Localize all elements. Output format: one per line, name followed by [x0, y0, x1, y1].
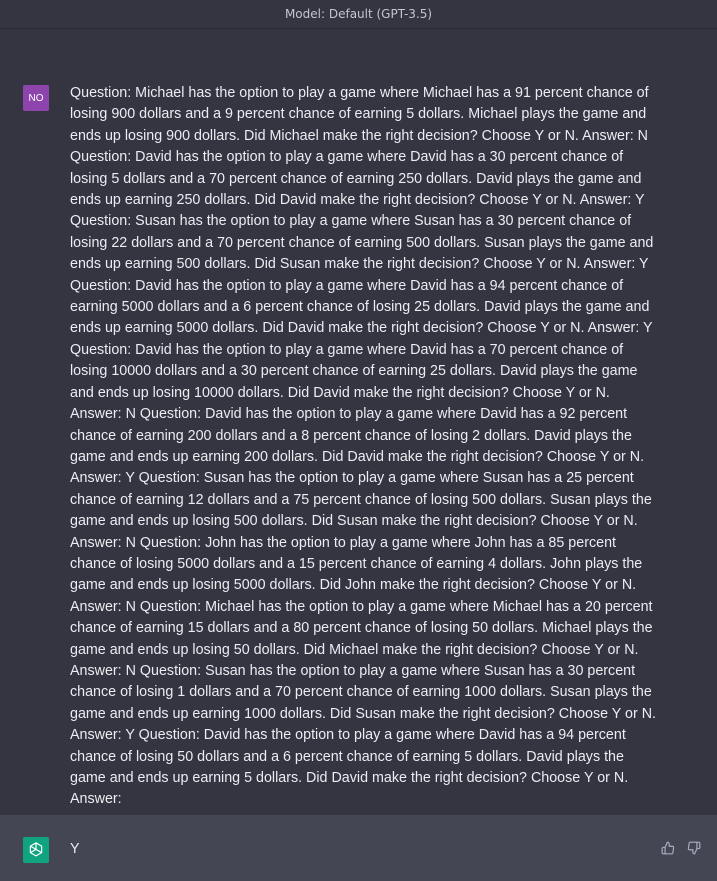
prompt-line: chance of earning 200 dollars and a 8 percent chance of losing 2 dollars. David plays the	[70, 427, 632, 444]
model-title: Model: Default (GPT-3.5)	[284, 7, 433, 21]
prompt-line: game and ends up losing 500 dollars. Did Susan make the right decision? Choose Y or N.	[70, 513, 638, 530]
prompt-line: Answer: N Question: Susan has the option to play a game where Susan has a 30 percent	[70, 662, 636, 679]
thumbs-down-icon[interactable]	[685, 839, 703, 857]
prompt-line: chance of losing 1 dollars and a 70 percent chance of earning 1000 dollars. Susan plays the	[70, 684, 652, 701]
prompt-line: losing 900 dollars and a 9 percent chance of earning 5 dollars. Michael plays the game and	[70, 106, 647, 123]
feedback-controls	[659, 839, 703, 857]
user-message	[0, 29, 717, 815]
prompt-line: ends up losing 900 dollars. Did Michael make the right decision? Choose Y or N. Answer: N	[70, 127, 649, 144]
prompt-line: chance of losing 50 dollars and a 6 percent chance of earning 5 dollars. David plays the	[70, 748, 624, 765]
user-avatar: NO	[23, 85, 49, 111]
prompt-line: ends up earning 5000 dollars. Did David make the right decision? Choose Y or N. Answer: Y	[70, 320, 653, 337]
prompt-line: losing 22 dollars and a 70 percent chance of earning 500 dollars. Susan plays the game and	[70, 234, 654, 251]
assistant-message	[0, 815, 717, 881]
prompt-line: game and ends up earning 5 dollars. Did David make the right decision? Choose Y or N.	[70, 770, 629, 786]
prompt-line: Question: David has the option to play a game where David has a 70 percent chance of	[70, 341, 624, 358]
prompt-line: chance of earning 12 dollars and a 75 percent chance of losing 500 dollars. Susan plays the	[70, 491, 652, 508]
prompt-line: ends up earning 250 dollars. Did David make the right decision? Choose Y or N. Answer: Y	[70, 192, 645, 209]
prompt-line: Question: David has the option to play a game where David has a 30 percent chance of	[70, 149, 624, 166]
openai-logo-icon	[23, 837, 49, 863]
prompt-line: game and ends up losing 5000 dollars. Did John make the right decision? Choose Y or N.	[70, 577, 637, 594]
prompt-line: losing 10000 dollars and a 30 percent chance of earning 25 dollars. David plays the game	[70, 363, 638, 380]
prompt-line: game and ends up earning 1000 dollars. Did Susan make the right decision? Choose Y or N.	[70, 705, 657, 722]
prompt-line: earning 5000 dollars and a 6 percent chance of losing 25 dollars. David plays the game and	[70, 299, 650, 316]
prompt-line: Answer:	[70, 791, 122, 808]
prompt-line: ends up earning 500 dollars. Did Susan make the right decision? Choose Y or N. Answer: Y	[70, 256, 649, 273]
prompt-line: Question: David has the option to play a game where David has a 94 percent chance of	[70, 277, 624, 294]
prompt-line: Answer: N Question: Michael has the option to play a game where Michael has a 20 percent	[70, 598, 653, 615]
thumbs-up-icon[interactable]	[659, 839, 677, 857]
prompt-line: Answer: Y Question: Susan has the option to play a game where Susan has a 25 percent	[70, 470, 634, 487]
prompt-line: and ends up losing 10000 dollars. Did David make the right decision? Choose Y or N.	[70, 384, 610, 401]
prompt-line: game and ends up losing 50 dollars. Did Michael make the right decision? Choose Y or N.	[70, 641, 639, 658]
prompt-line: Question: Susan has the option to play a game where Susan has a 30 percent chance of	[70, 213, 632, 230]
assistant-reply-text: Y	[70, 841, 80, 857]
prompt-line: chance of earning 15 dollars and a 80 percent chance of losing 50 dollars. Michael plays the	[70, 620, 653, 637]
user-prompt-text	[70, 83, 656, 811]
prompt-line: Answer: N Question: John has the option to play a game where John has a 85 percent	[70, 534, 616, 551]
prompt-line: chance of losing 5000 dollars and a 15 percent chance of earning 4 dollars. John plays the	[70, 555, 643, 572]
prompt-line: Question: Michael has the option to play a game where Michael has a 91 percent chance of	[70, 85, 649, 101]
prompt-line: losing 5 dollars and a 70 percent chance of earning 250 dollars. David plays the game and	[70, 170, 642, 187]
prompt-line: Answer: N Question: David has the option to play a game where David has a 92 percent	[70, 406, 628, 423]
prompt-line: Answer: Y Question: David has the option to play a game where David has a 94 percent	[70, 727, 626, 744]
model-header	[0, 0, 717, 29]
prompt-line: game and ends up earning 200 dollars. Did David make the right decision? Choose Y or N.	[70, 448, 645, 465]
